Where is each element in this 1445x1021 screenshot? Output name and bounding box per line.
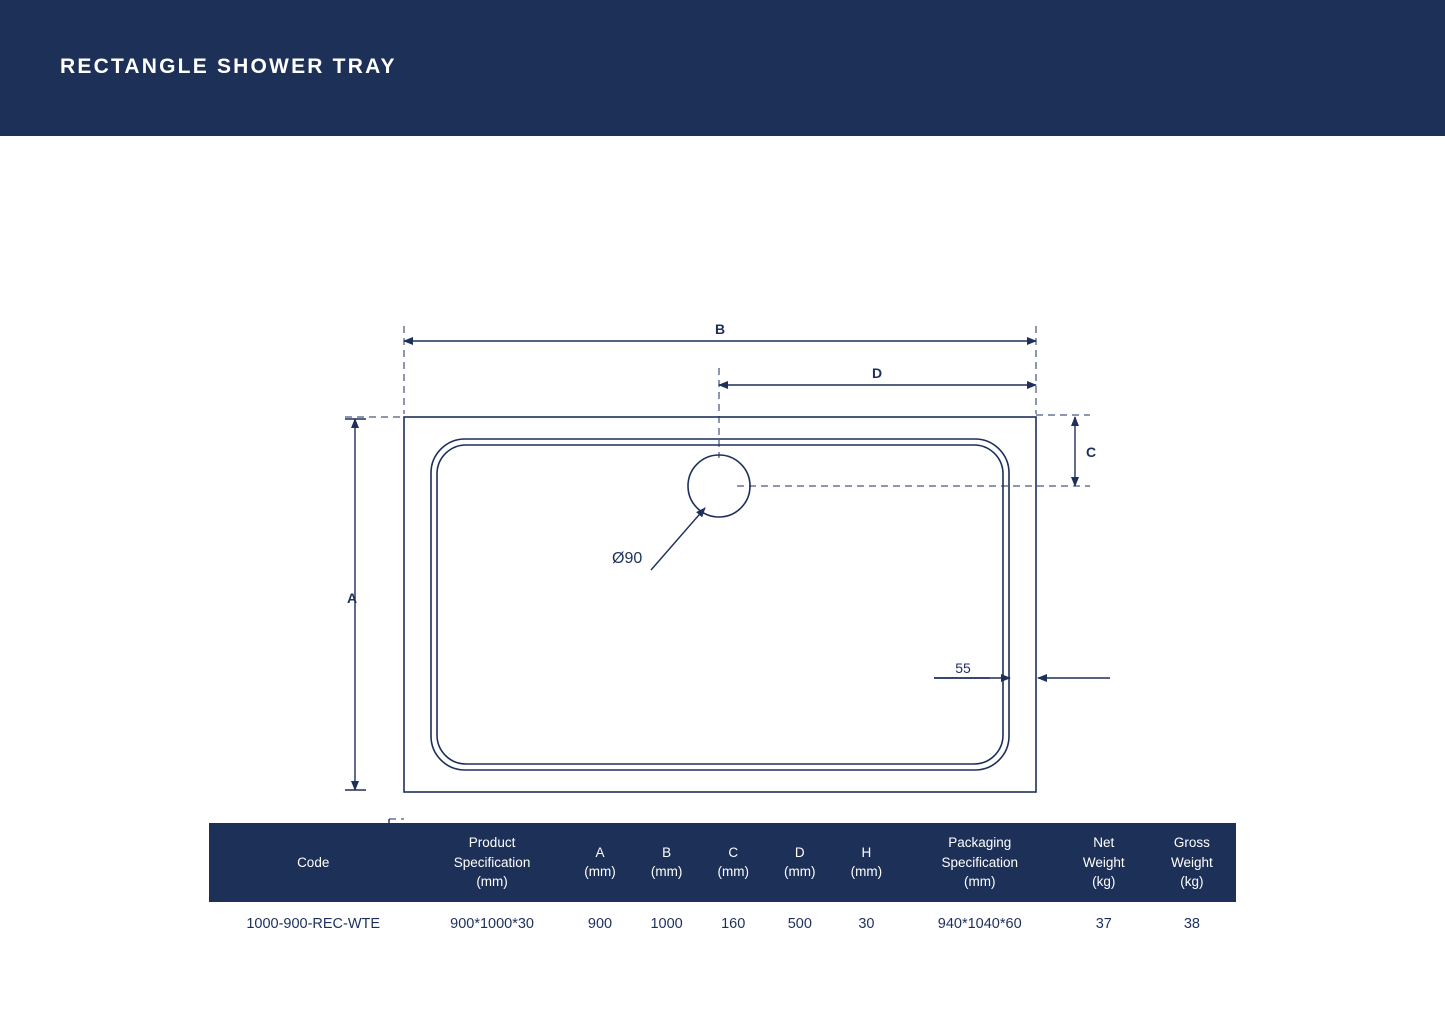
dim-label-55: 55 [955, 660, 971, 676]
table-header-code: Code [209, 823, 417, 902]
table-header-packaging-specification: Packaging Specification (mm) [900, 823, 1060, 902]
drain-leader-line [651, 508, 705, 570]
cell-h: 30 [833, 902, 900, 946]
cell-d: 500 [767, 902, 834, 946]
table-header-d: D (mm) [767, 823, 834, 902]
table-row [209, 902, 1236, 946]
dim-label-a: A [346, 590, 358, 606]
dim-label-d: D [871, 365, 883, 381]
table-header-b: B (mm) [633, 823, 700, 902]
dim-label-b: B [714, 321, 726, 337]
table-header-product-specification: Product Specification (mm) [417, 823, 566, 902]
cell-net-weight: 37 [1060, 902, 1148, 946]
table-header-row [209, 823, 1236, 902]
technical-drawing [0, 136, 1445, 816]
table-header-a: A (mm) [567, 823, 634, 902]
table-header-gross-weight: Gross Weight (kg) [1148, 823, 1236, 902]
tray-inner-basin-inner [437, 445, 1003, 764]
table-header-h: H (mm) [833, 823, 900, 902]
page-title: RECTANGLE SHOWER TRAY [60, 55, 397, 78]
cell-b: 1000 [633, 902, 700, 946]
page-header [0, 0, 1445, 136]
table-header-c: C (mm) [700, 823, 767, 902]
drain-diameter-label: Ø90 [612, 550, 643, 567]
cell-packaging-specification: 940*1040*60 [900, 902, 1060, 946]
cell-gross-weight: 38 [1148, 902, 1236, 946]
cell-code: 1000-900-REC-WTE [209, 902, 417, 946]
cell-c: 160 [700, 902, 767, 946]
table-header-net-weight: Net Weight (kg) [1060, 823, 1148, 902]
dim-label-c: C [1085, 444, 1097, 460]
tray-outline [404, 417, 1036, 792]
specification-table [209, 823, 1236, 946]
tray-inner-basin [431, 439, 1009, 770]
cell-product-specification: 900*1000*30 [417, 902, 566, 946]
cell-a: 900 [567, 902, 634, 946]
